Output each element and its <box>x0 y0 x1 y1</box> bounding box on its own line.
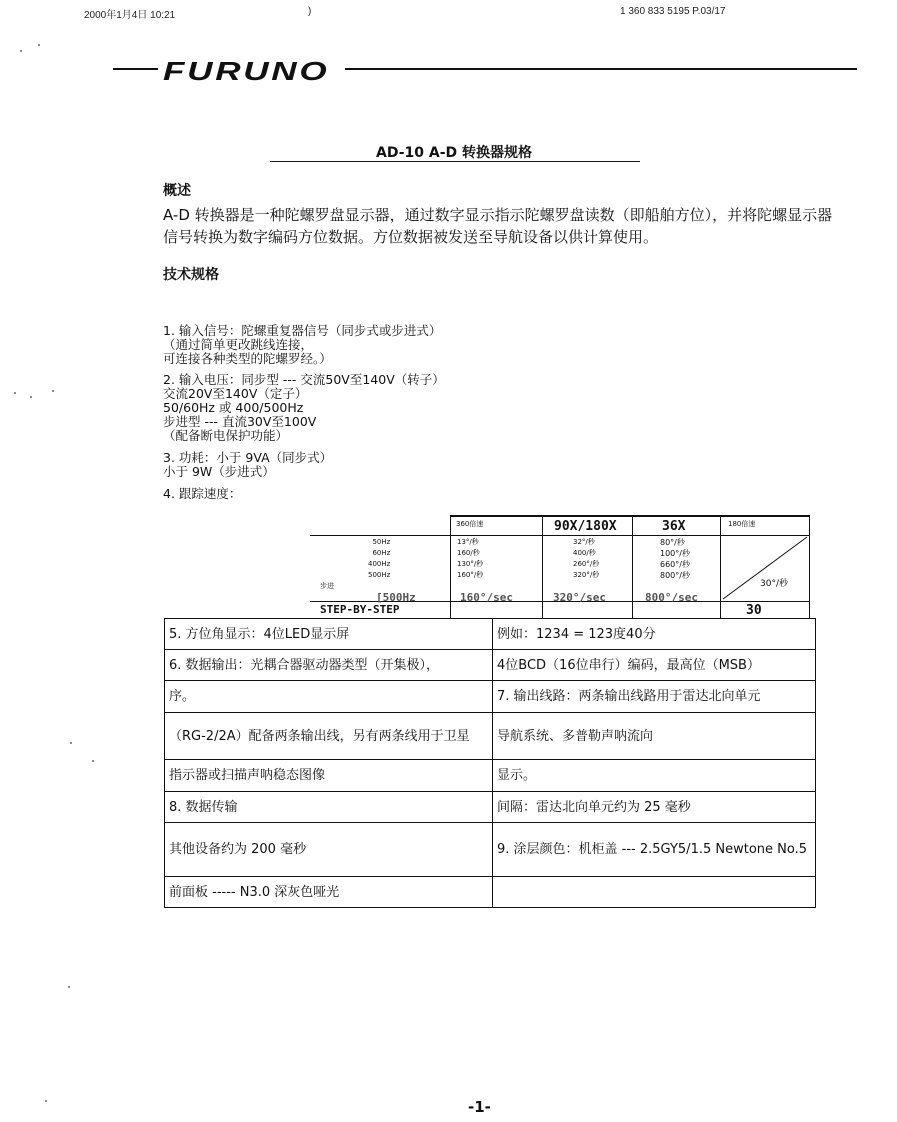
table-cell: 7. 输出线路：两条输出线路用于雷达北向单元 <box>493 681 816 713</box>
spec-item-input-voltage: 2. 输入电压：同步型 --- 交流50V至140V（转子） 交流20V至140V（定子） 50/60Hz 或 400/500Hz 步进型 --- 直流30V至100V （配备断电保护功能） <box>163 372 445 443</box>
table-cell: 间隔：雷达北向单元约为 25 毫秒 <box>493 792 816 823</box>
step-label: 步进 <box>320 582 334 590</box>
scan-speck <box>38 44 40 46</box>
table-row <box>165 760 816 792</box>
step-value: 30 <box>746 603 762 618</box>
tracking-speed-table <box>310 515 810 618</box>
scan-speck <box>52 390 54 392</box>
scan-speck <box>14 392 16 394</box>
table-row <box>165 650 816 681</box>
scan-speck <box>45 1100 47 1102</box>
under-36: 800°/sec <box>645 591 698 604</box>
table-cell: 6. 数据输出：光耦合器驱动器类型（开集极）， <box>165 650 493 681</box>
col-90-180-header: 90X/180X <box>554 519 617 534</box>
col-36-header: 36X <box>662 519 686 534</box>
page-number: -1- <box>468 1098 491 1116</box>
table-cell: 其他设备约为 200 毫秒 <box>165 823 493 877</box>
specs-heading: 技术规格 <box>163 267 219 283</box>
scan-speck <box>30 396 32 398</box>
specs-table <box>164 618 816 908</box>
step-by-step-label: STEP-BY-STEP <box>320 603 400 616</box>
under-freq: [500Hz <box>376 591 416 604</box>
table-row <box>165 681 816 713</box>
under-90: 320°/sec <box>553 591 606 604</box>
title-underline <box>270 161 640 162</box>
table-cell: 前面板 ----- N3.0 深灰色哑光 <box>165 877 493 908</box>
table-cell: 序。 <box>165 681 493 713</box>
furuno-logo: FURUNO <box>163 56 330 86</box>
document-title: AD-10 A-D 转换器规格 <box>375 145 533 161</box>
diagonal-stroke <box>721 535 809 601</box>
table-row <box>165 823 816 877</box>
fax-datetime: 2000年1月4日 10:21 <box>84 10 176 21</box>
table-cell: 导航系统、多普勒声呐流向 <box>493 713 816 760</box>
table-cell: 指示器或扫描声呐稳态图像 <box>165 760 493 792</box>
col-360-values: 13°/秒 160/秒 130°/秒 160°/秒 <box>457 538 484 579</box>
col-90-values: 32°/秒 400/秒 260°/秒 320°/秒 <box>573 538 600 579</box>
scan-speck <box>68 986 70 988</box>
logo-rule-right <box>345 68 857 70</box>
col-36-values: 80°/秒 100°/秒 660°/秒 800°/秒 <box>660 538 690 580</box>
table-row <box>165 792 816 823</box>
under-360: 160°/sec <box>460 591 513 604</box>
spec-item-tracking-speed: 4. 跟踪速度： <box>163 486 242 501</box>
table-row <box>165 619 816 650</box>
scan-speck <box>92 760 94 762</box>
freq-labels: 50Hz 60Hz 400Hz 500Hz <box>368 538 391 579</box>
spec-item-power: 3. 功耗：小于 9VA（同步式） 小于 9W（步进式） <box>163 450 333 479</box>
spec-item-input-signal: 1. 输入信号：陀螺重复器信号（同步式或步进式） （通过简单更改跳线连接， 可连接各种类型的陀螺罗经。） <box>163 323 442 366</box>
table-cell: 9. 涂层颜色：机柜盖 --- 2.5GY5/1.5 Newtone No.5 <box>493 823 816 877</box>
overview-heading: 概述 <box>163 183 191 199</box>
table-cell <box>493 877 816 908</box>
col-180-value: 30°/秒 <box>760 579 788 589</box>
table-cell: （RG-2/2A）配备两条输出线，另有两条线用于卫星 <box>165 713 493 760</box>
col-180-header: 180倍速 <box>728 520 756 528</box>
fax-header-mark: ) <box>308 6 312 17</box>
logo-rule-left <box>113 68 158 70</box>
overview-text: A-D 转换器是一种陀螺罗盘显示器，通过数字显示指示陀螺罗盘读数（即船舶方位），并将陀螺显示器信号转换为数字编码方位数据。方位数据被发送至导航设备以供计算使用。 <box>163 206 833 246</box>
table-cell: 8. 数据传输 <box>165 792 493 823</box>
table-row <box>165 877 816 908</box>
table-cell: 例如：1234 = 123度40分 <box>493 619 816 650</box>
table-cell: 5. 方位角显示：4位LED显示屏 <box>165 619 493 650</box>
fax-number-page: 1 360 833 5195 P.03/17 <box>620 6 726 17</box>
scan-speck <box>70 742 72 744</box>
table-row <box>165 713 816 760</box>
col-360-header: 360倍速 <box>456 520 484 528</box>
scan-speck <box>20 50 22 52</box>
table-cell: 显示。 <box>493 760 816 792</box>
table-cell: 4位BCD（16位串行）编码，最高位（MSB） <box>493 650 816 681</box>
